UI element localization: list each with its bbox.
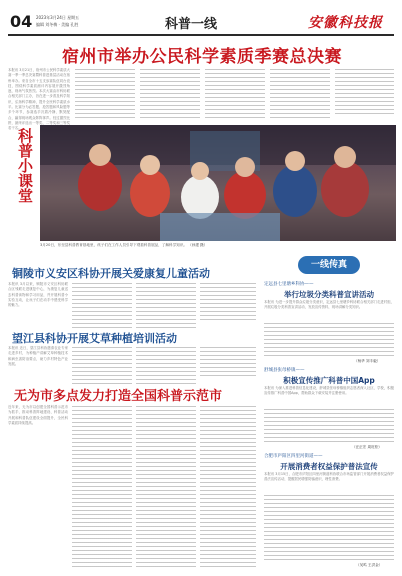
photo-illustration <box>40 125 396 241</box>
main-photo <box>40 125 396 241</box>
sidebar-item-2-title: 积极宣传推广科普中国App <box>283 376 375 385</box>
main-body-col-4 <box>205 69 265 121</box>
sidebar-item-2-body: 本报讯 为深入推进科普信息化建设，舒城县张母桥镇组织志愿者深入社区、学校，积极宣传推广科普中国App，帮助群众下载安装并注册使用。 <box>264 386 394 396</box>
masthead: 安徽科技报 <box>308 15 383 31</box>
main-caption: 3月20日，东至县科普教育基地里，孩子们在工作人员引导下观看科普展品，了解科学知识。 （孙建 摄） <box>40 243 208 247</box>
article-1-col-3 <box>136 283 196 329</box>
sidebar-banner: 一线传真 <box>298 256 360 274</box>
article-2-body: 本报讯 近日，望江县科协邀请农业专家走进乡村，为种植户讲解艾草种植技术和病虫害防治要点，助力乡村特色产业发展。 <box>8 346 68 366</box>
article-1-title: 铜陵市义安区科协开展关爱康复儿童活动 <box>12 267 210 280</box>
sidebar-item-2-credit: （汪正宏 周旺松） <box>352 445 382 449</box>
sidebar <box>262 256 396 572</box>
sidebar-item-1-credit: （杨华 刘丰毅） <box>354 359 381 363</box>
main-body-col-3 <box>140 69 200 121</box>
article-3-col-2 <box>72 406 132 568</box>
header-date: 2023年3月24日 星期五 <box>36 15 80 20</box>
sidebar-item-1-title: 举行垃圾分类科普宣讲活动 <box>284 290 374 299</box>
vertical-title: 科普小课堂 <box>16 128 34 203</box>
sidebar-item-3-lines <box>264 495 394 561</box>
sidebar-item-1-place: 定远县七里塘乡科协—— <box>264 282 314 287</box>
sidebar-item-1-body: 本报讯 为进一步提升群众垃圾分类意识，定远县七里塘乡科协联合相关部门走进村组，开展垃圾分类科普宣讲活动，发放宣传资料，现场讲解分类知识。 <box>264 300 394 310</box>
article-2-col-3 <box>136 347 196 385</box>
article-1-col-2 <box>72 283 132 329</box>
article-1-col-4 <box>200 283 256 323</box>
page-number: 04 <box>10 12 33 31</box>
article-2-col-2 <box>72 347 132 385</box>
sidebar-item-2-place: 舒城县张母桥镇—— <box>264 368 305 373</box>
main-body-col-5 <box>270 69 330 121</box>
article-3-title: 无为市多点发力打造全国科普示范市 <box>14 389 223 404</box>
sidebar-item-1-lines <box>264 323 394 357</box>
sidebar-item-3-body: 本报讯 3月15日，合肥市庐阳区四里河街道科协联合市场监管部门开展消费者权益保护普法宣传活动，提醒居民增强防骗意识，理性消费。 <box>264 472 394 482</box>
main-body-col-6 <box>335 69 394 115</box>
sidebar-item-3-credit: （吴鸣 王洪金） <box>356 563 383 567</box>
section-title: 科普一线 <box>165 17 218 32</box>
header-editor: 编辑 刘冬梅 · 美编 孔胜 <box>36 22 79 27</box>
header-rule <box>8 34 394 36</box>
sidebar-item-2-lines <box>264 409 394 443</box>
article-1-body: 本报讯 3月以来，铜陵市义安区科协联合区残联走进康复中心，为康复儿童送去科普读物和学习用品，并开展科普小实验互动，让孩子们在动手中感受科学的魅力。 <box>8 282 68 308</box>
caption-credit: （孙建 摄） <box>188 243 208 247</box>
article-3-body: 近年来，无为市以创建全国科普示范市为抓手，推动科普阵地建设、科普活动开展和科普队伍建设全面提升，全民科学素质持续提高。 <box>8 405 68 425</box>
article-3-col-3 <box>136 406 196 568</box>
sidebar-item-3-title: 开展消费者权益保护普法宣传 <box>280 462 378 471</box>
main-headline: 宿州市举办公民科学素质季赛总决赛 <box>62 47 342 67</box>
article-2-col-4 <box>200 347 256 379</box>
main-body-col-2 <box>75 69 135 121</box>
main-body-col-1: 本报讯 3月21日，宿州市公民科学素质大赛一季一季总决赛暨科普进基层活动在宿州举办。来自全市十五支参赛队伍同台竞技，围绕科学素质测评内容展开激烈角逐，现场气氛热烈。本次大赛由市科协联合相关部门主办，旨在进一步普及科学知识，弘扬科学精神，提升全民科学素质水平。比赛分为必答题、抢答题和风险题等多个环节，参赛选手沉着冷静、默契配合，赢得现场观众阵阵掌声。经过激烈比拼，最终评选出一等奖、二等奖和三等奖若干名。 <box>8 68 70 131</box>
article-3-col-4 <box>200 406 256 568</box>
article-2-title: 望江县科协开展艾草种植培训活动 <box>12 332 177 345</box>
sidebar-item-3-place: 合肥市庐阳区四里河街道—— <box>264 454 323 459</box>
